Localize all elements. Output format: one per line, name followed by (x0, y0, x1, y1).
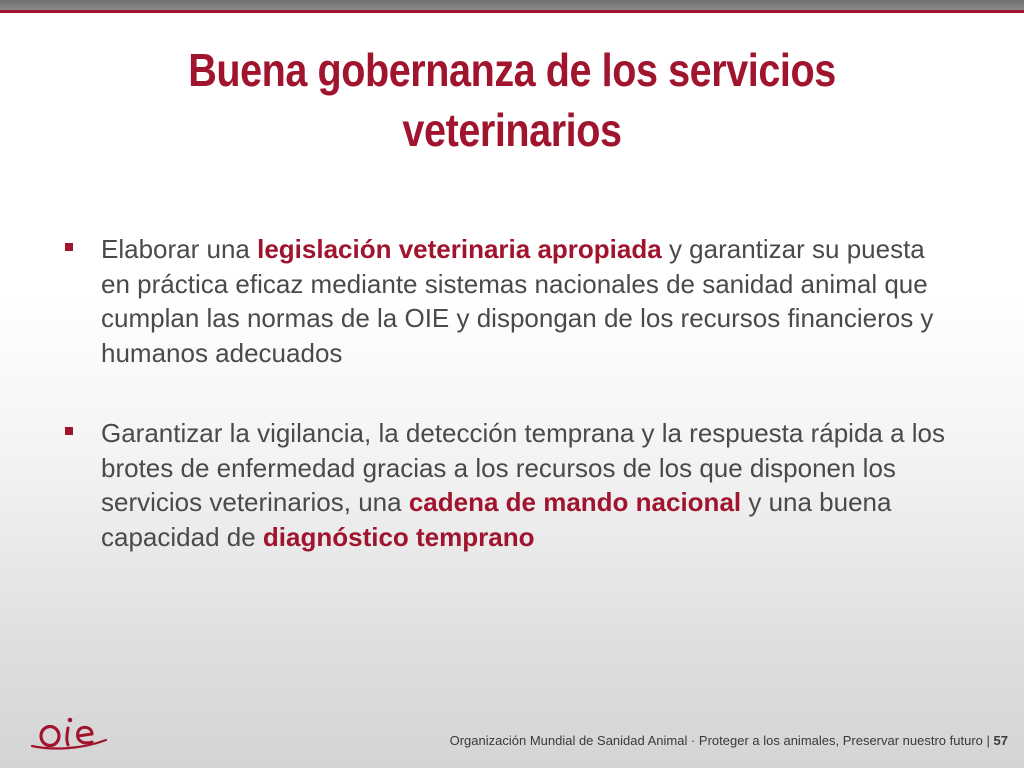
bullet-highlight: diagnóstico temprano (262, 521, 535, 552)
bullet-highlight: legislación veterinaria apropiada (257, 234, 662, 264)
page-number: 57 (993, 733, 1008, 748)
bullet-highlight: cadena de mando nacional (408, 487, 742, 517)
slide-title: Buena gobernanza de los servicios veterinarios (188, 44, 836, 156)
bullet-text: Garantizar la vigilancia, la detección temprana y la respuesta rápida a los brotes de enfermedad gracias a los recursos de los que disponen los servicios veterinarios, una (101, 418, 946, 517)
bullet-item-legislation (60, 232, 960, 370)
bullet-text: Elaborar una (101, 234, 258, 264)
footer (450, 733, 1008, 748)
bullet-list (60, 232, 960, 554)
bullet-item-surveillance (60, 416, 960, 554)
square-bullet-icon (65, 427, 73, 435)
oie-logo (30, 712, 110, 756)
bullet-text: y una buena capacidad de (101, 487, 892, 552)
square-bullet-icon (65, 243, 73, 251)
top-bar (0, 0, 1024, 10)
footer-separator: | (986, 733, 990, 748)
footer-text: Organización Mundial de Sanidad Animal · Proteger a los animales, Preservar nuestro futuro (449, 733, 983, 748)
top-accent-rule (0, 10, 1024, 13)
bullet-text: y garantizar su puesta en práctica eficaz mediante sistemas nacionales de sanidad animal que cumplan las normas de la OIE y dispongan de los recursos financieros y humanos adecuados (101, 234, 934, 368)
